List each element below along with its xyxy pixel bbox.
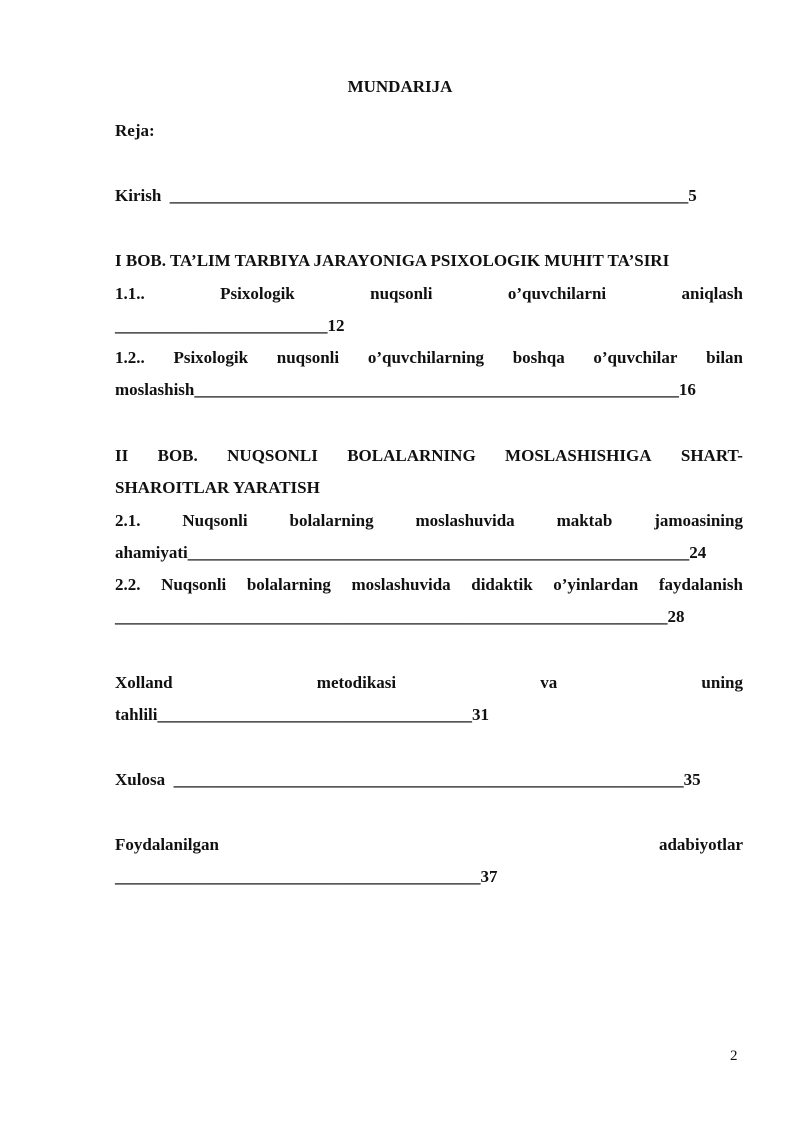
toc-entry-foydalanilgan-continuation: ___________________________________________37 xyxy=(115,867,498,886)
page-number: 2 xyxy=(730,1048,738,1064)
word: 2.2. xyxy=(115,575,141,594)
word: nuqsonli xyxy=(276,348,340,367)
toc-entry-xolland-continuation: tahlili_____________________________________31 xyxy=(115,705,490,724)
word: BOB. xyxy=(157,446,198,465)
word: o’quvchilarni xyxy=(507,284,607,303)
toc-entry-1-2-continuation: moslashish_________________________________________________________16 xyxy=(115,380,696,399)
word: SHART- xyxy=(680,446,743,465)
toc-entry-2-2 xyxy=(115,575,743,595)
word: 2.1. xyxy=(115,511,141,530)
word: bolalarning xyxy=(289,511,374,530)
word: Psixologik xyxy=(220,284,295,303)
word: jamoasining xyxy=(654,511,743,530)
toc-entry-1-1 xyxy=(115,284,743,304)
word: Nuqsonli xyxy=(161,575,227,594)
toc-entry-xolland xyxy=(115,673,743,693)
toc-chapter-1: I BOB. TA’LIM TARBIYA JARAYONIGA PSIXOLOGIK MUHIT TA’SIRI xyxy=(115,251,670,270)
word: bilan xyxy=(706,348,743,367)
word: didaktik xyxy=(471,575,533,594)
word: II xyxy=(115,446,129,465)
plan-label: Reja: xyxy=(115,121,155,140)
toc-entry-2-1-continuation: ahamiyati___________________________________________________________24 xyxy=(115,543,707,562)
word: Nuqsonli xyxy=(182,511,248,530)
word: Psixologik xyxy=(173,348,249,367)
toc-entry-2-1 xyxy=(115,511,743,531)
toc-chapter-2-continuation: SHAROITLAR YARATISH xyxy=(115,478,320,497)
toc-entry-1-2 xyxy=(115,348,743,368)
word: moslashuvida xyxy=(351,575,451,594)
word: o’quvchilarning xyxy=(367,348,485,367)
toc-entry-xulosa: Xulosa ____________________________________________________________35 xyxy=(115,770,701,789)
word: bolalarning xyxy=(246,575,331,594)
word: maktab xyxy=(556,511,613,530)
word: Xolland xyxy=(115,673,173,692)
word: nuqsonli xyxy=(370,284,433,303)
toc-entry-2-2-continuation: _________________________________________________________________28 xyxy=(115,607,685,626)
toc-chapter-2 xyxy=(115,446,743,466)
word: MOSLASHISHIGA xyxy=(505,446,652,465)
word: va xyxy=(540,673,558,692)
page-title: MUNDARIJA xyxy=(347,77,453,96)
word: o’quvchilar xyxy=(593,348,678,367)
toc-entry-1-1-continuation: _________________________12 xyxy=(115,316,345,335)
word: NUQSONLI xyxy=(227,446,318,465)
word: 1.2.. xyxy=(115,348,145,367)
word: Foydalanilgan xyxy=(115,835,219,854)
word: moslashuvida xyxy=(415,511,515,530)
word: BOLALARNING xyxy=(347,446,476,465)
toc-entry-kirish: Kirish _____________________________________________________________5 xyxy=(115,186,697,205)
word: metodikasi xyxy=(316,673,397,692)
word: 1.1.. xyxy=(115,284,145,303)
word: adabiyotlar xyxy=(658,835,743,854)
word: boshqa xyxy=(512,348,565,367)
word: aniqlash xyxy=(681,284,743,303)
word: uning xyxy=(701,673,743,692)
word: faydalanish xyxy=(658,575,743,594)
word: o’yinlardan xyxy=(553,575,639,594)
toc-entry-foydalanilgan xyxy=(115,835,743,855)
